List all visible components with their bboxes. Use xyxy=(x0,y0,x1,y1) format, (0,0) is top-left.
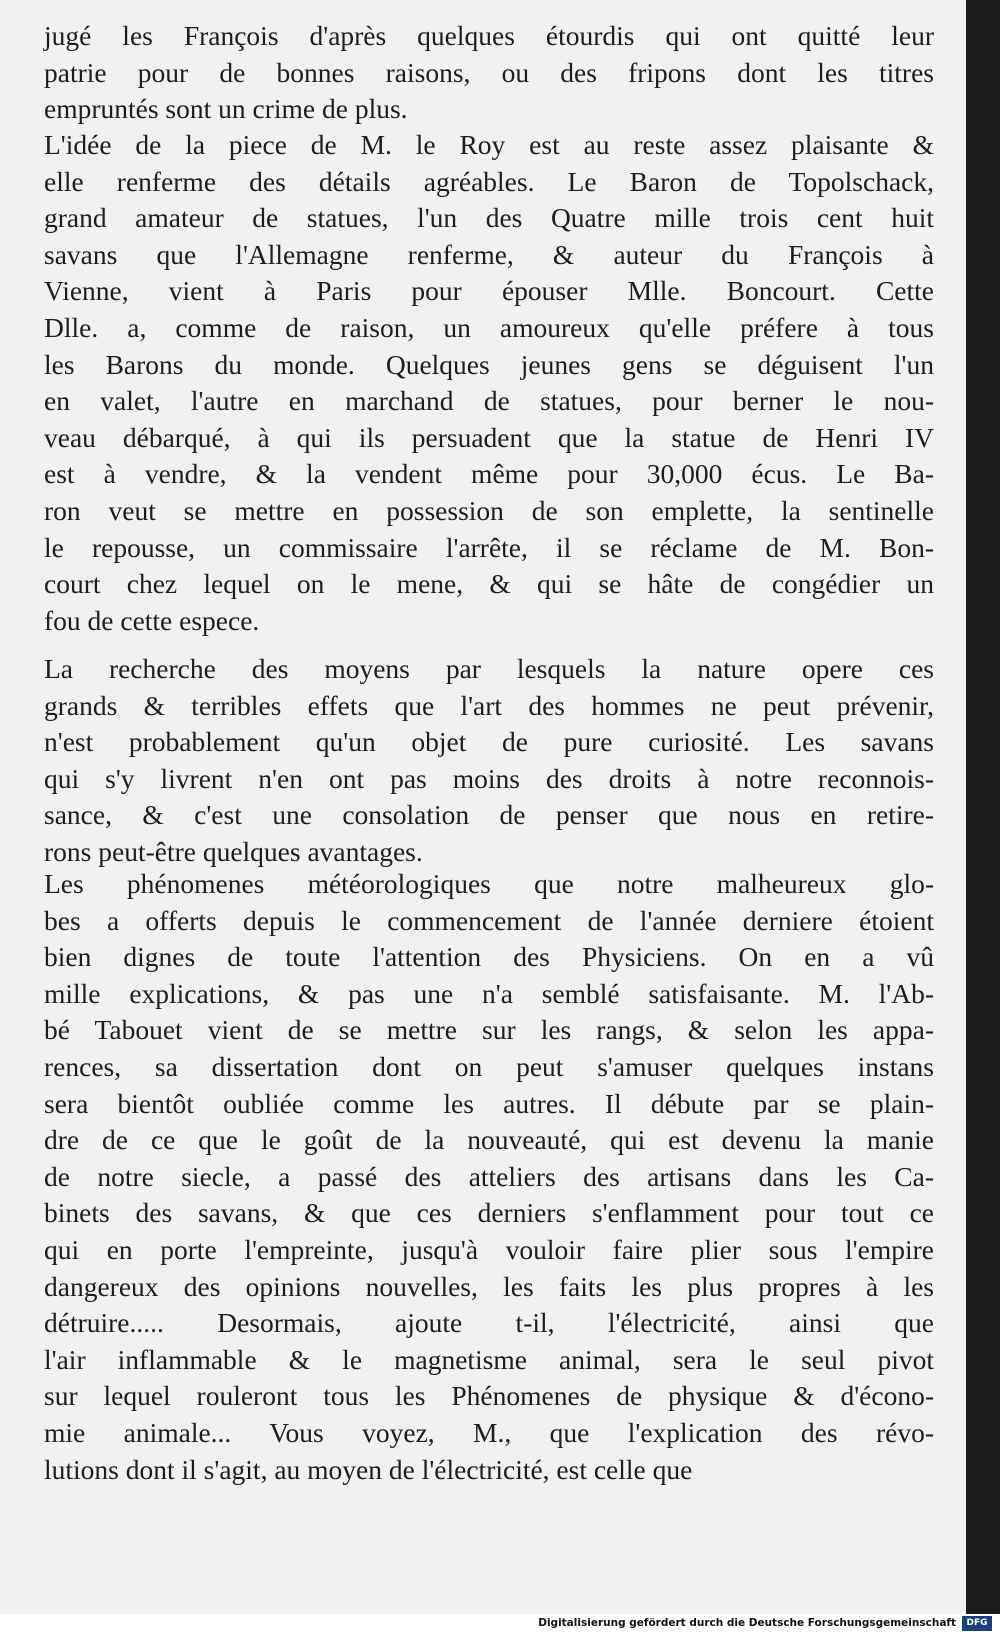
text-line: binets des savans, & que ces derniers s'enflamment pour tout ce xyxy=(44,1197,934,1229)
text-line: lutions dont il s'agit, au moyen de l'électricité, est celle que xyxy=(44,1453,693,1485)
digitization-footer xyxy=(0,1614,1000,1634)
text-line: court chez lequel on le mene, & qui se hâte de congédier un xyxy=(44,568,934,600)
text-line: bien dignes de toute l'attention des Physiciens. On en a vû xyxy=(44,941,934,973)
paragraph-1 xyxy=(44,18,934,128)
text-line: mille explications, & pas une n'a semblé satisfaisante. M. l'Ab- xyxy=(44,977,934,1009)
paragraph-4 xyxy=(44,866,934,1488)
text-line: bé Tabouet vient de se mettre sur les rangs, & selon les appa- xyxy=(44,1014,934,1046)
text-line: sance, & c'est une consolation de penser que nous en retire- xyxy=(44,799,934,831)
text-line: grands & terribles effets que l'art des hommes ne peut prévenir, xyxy=(44,689,934,721)
text-line: dre de ce que le goût de la nouveauté, qui est devenu la manie xyxy=(44,1124,934,1156)
text-line: dangereux des opinions nouvelles, les faits les plus propres à les xyxy=(44,1270,934,1302)
text-line: empruntés sont un crime de plus. xyxy=(44,93,408,125)
text-line: en valet, l'autre en marchand de statues, pour berner le nou- xyxy=(44,385,934,417)
text-line: ron veut se mettre en possession de son emplette, la sentinelle xyxy=(44,494,934,526)
text-line: mie animale... Vous voyez, M., que l'explication des révo- xyxy=(44,1416,934,1448)
dfg-logo: DFG xyxy=(962,1616,992,1631)
text-line: détruire..... Desormais, ajoute t-il, l'électricité, ainsi que xyxy=(44,1307,934,1339)
text-line: rences, sa dissertation dont on peut s'amuser quelques instans xyxy=(44,1050,934,1082)
paragraph-3 xyxy=(44,651,934,871)
text-line: rons peut-être quelques avantages. xyxy=(44,835,423,867)
text-line: patrie pour de bonnes raisons, ou des fripons dont les titres xyxy=(44,56,934,88)
text-line: La recherche des moyens par lesquels la nature opere ces xyxy=(44,653,934,684)
text-line: Dlle. a, comme de raison, un amoureux qu'elle préfere à tous xyxy=(44,311,934,343)
text-line: n'est probablement qu'un objet de pure curiosité. Les savans xyxy=(44,726,934,758)
text-line: sur lequel rouleront tous les Phénomenes de physique & d'écono- xyxy=(44,1380,934,1412)
text-line: jugé les François d'après quelques étourdis qui ont quitté leur xyxy=(44,20,934,51)
text-line: veau débarqué, à qui ils persuadent que la statue de Henri IV xyxy=(44,421,934,453)
text-line: grand amateur de statues, l'un des Quatre mille trois cent huit xyxy=(44,202,934,234)
text-line: L'idée de la piece de M. le Roy est au reste assez plaisante & xyxy=(44,129,934,160)
text-line: les Barons du monde. Quelques jeunes gens se déguisent l'un xyxy=(44,348,934,380)
text-line: qui en porte l'empreinte, jusqu'à vouloir faire plier sous l'empire xyxy=(44,1233,934,1265)
text-line: qui s'y livrent n'en ont pas moins des droits à notre reconnois- xyxy=(44,762,934,794)
text-line: le repousse, un commissaire l'arrête, il se réclame de M. Bon- xyxy=(44,531,934,563)
text-line: savans que l'Allemagne renferme, & auteur du François à xyxy=(44,238,934,270)
funding-notice: Digitalisierung gefördert durch die Deutsche Forschungsgemeinschaft xyxy=(538,1617,956,1629)
paragraph-2 xyxy=(44,127,934,639)
text-line: l'air inflammable & le magnetisme animal, sera le seul pivot xyxy=(44,1343,934,1375)
text-line: Vienne, vient à Paris pour épouser Mlle. Boncourt. Cette xyxy=(44,275,934,307)
text-line: Les phénomenes météorologiques que notre malheureux glo- xyxy=(44,868,934,899)
text-line: est à vendre, & la vendent même pour 30,000 écus. Le Ba- xyxy=(44,458,934,490)
text-line: fou de cette espece. xyxy=(44,604,260,636)
text-line: elle renferme des détails agréables. Le Baron de Topolschack, xyxy=(44,165,934,197)
text-line: bes a offerts depuis le commencement de l'année derniere étoient xyxy=(44,904,934,936)
text-line: sera bientôt oubliée comme les autres. Il débute par se plain- xyxy=(44,1087,934,1119)
text-line: de notre siecle, a passé des atteliers des artisans dans les Ca- xyxy=(44,1160,934,1192)
